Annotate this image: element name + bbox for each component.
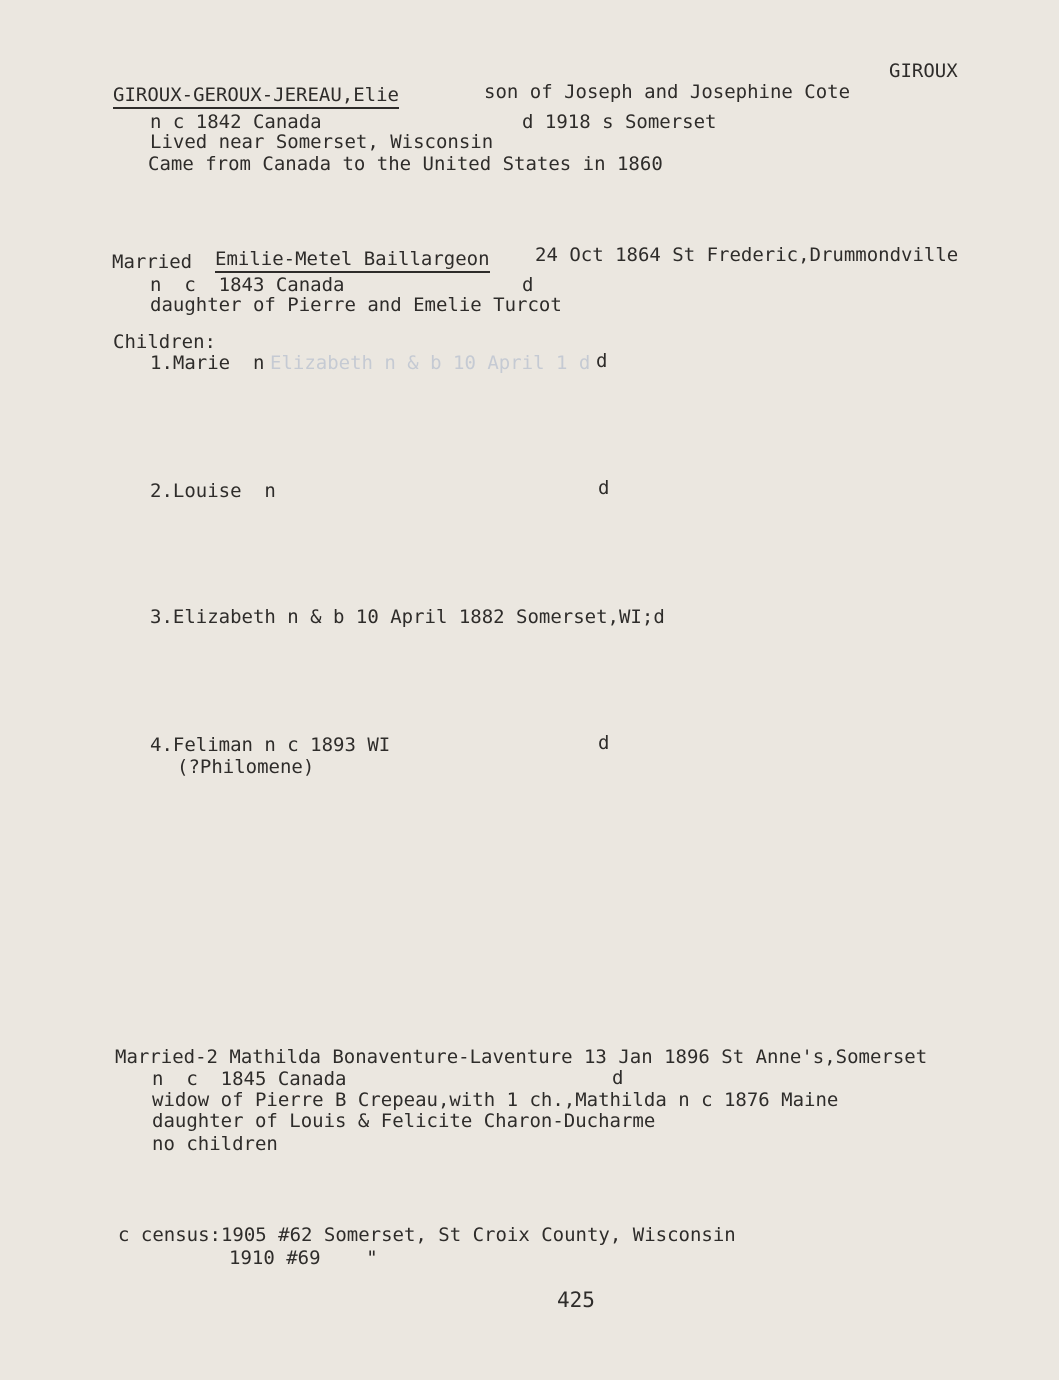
person-residence: Lived near Somerset, Wisconsin [150,131,494,153]
child-4-note: (?Philomene) [177,756,315,778]
page-number: 425 [557,1288,595,1312]
census-line-1: c census:1905 #62 Somerset, St Croix County, Wisconsin [118,1224,736,1246]
marriage2-children: no children [152,1133,278,1155]
children-heading: Children: [113,331,216,353]
marriage1-birth: n c 1843 Canada [150,274,345,296]
marriage1-death: d [522,274,534,296]
marriage1-details: 24 Oct 1864 St Frederic,Drummondville [535,244,959,266]
person-name: GIROUX-GEROUX-JEREAU,Elie [113,84,399,109]
marriage2-line: Married-2 Mathilda Bonaventure-Laventure 13 Jan 1896 St Anne's,Somerset [115,1046,928,1068]
child-2-death: d [598,477,610,499]
child-2: 2.Louise n [150,480,276,502]
census-line-2: 1910 #69 " [229,1247,378,1269]
surname-header: GIROUX [889,60,958,82]
marriage2-widow: widow of Pierre B Crepeau,with 1 ch.,Mathilda n c 1876 Maine [152,1089,839,1111]
child-1: 1.Marie n [150,352,265,374]
marriage1-prefix: Married [112,251,193,273]
child-4: 4.Feliman n c 1893 WI [150,734,391,756]
person-immigration: Came from Canada to the United States in 1860 [148,153,663,175]
person-birth: n c 1842 Canada [150,111,322,133]
child-3: 3.Elizabeth n & b 10 April 1882 Somerset,WI;d [150,606,665,628]
child-4-death: d [598,732,610,754]
marriage1-spouse: Emilie-Metel Baillargeon [215,248,490,273]
person-parents: son of Joseph and Josephine Cote [484,81,851,103]
person-death: d 1918 s Somerset [522,111,717,133]
marriage2-death: d [612,1067,624,1089]
marriage1-parents: daughter of Pierre and Emelie Turcot [150,294,562,316]
child-1-death: d [596,350,608,372]
child-1-faded-text: Elizabeth n & b 10 April 1 d [270,352,591,374]
marriage2-birth: n c 1845 Canada [152,1068,347,1090]
marriage2-parents: daughter of Louis & Felicite Charon-Ducharme [152,1110,656,1132]
